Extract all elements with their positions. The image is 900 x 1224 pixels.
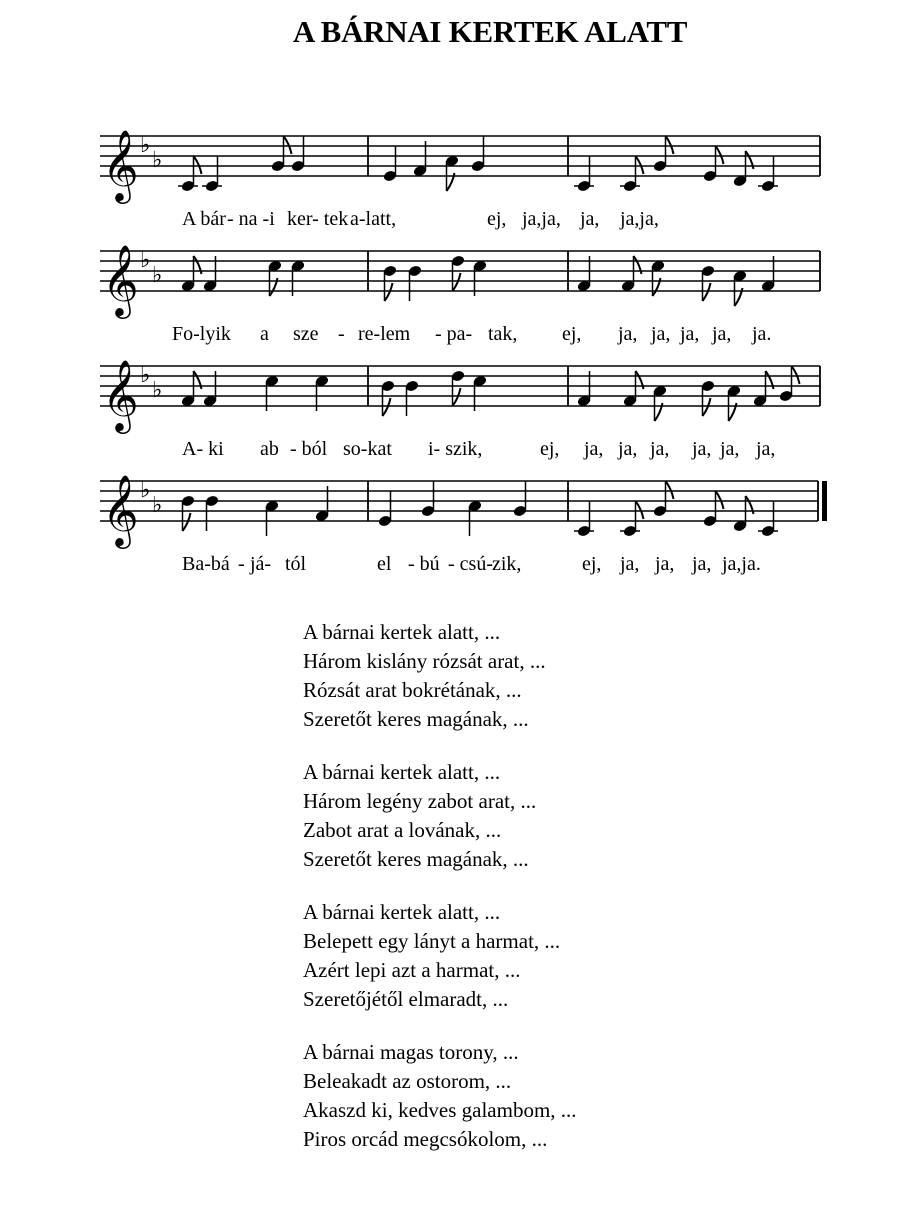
lyric-syllable: ja, <box>712 323 732 345</box>
lyric-syllable: - bú <box>408 553 440 575</box>
flat-icon: ♭ <box>152 148 163 173</box>
lyric-syllable: zik, <box>492 553 522 575</box>
lyrics-line <box>100 323 825 349</box>
note-flag <box>194 156 202 174</box>
lyric-syllable: ja, <box>618 323 638 345</box>
lyric-syllable: já- <box>250 553 272 575</box>
verse-line: A bárnai kertek alatt, ... <box>303 620 501 644</box>
staff <box>100 243 825 318</box>
verse-line: Szeretőt keres magának, ... <box>303 847 529 871</box>
treble-clef-icon: 𝄞 <box>102 473 139 546</box>
staff <box>100 358 825 433</box>
verse-1 <box>303 618 783 734</box>
lyric-syllable: ja, <box>620 553 640 575</box>
lyric-syllable: ja,ja. <box>722 553 761 575</box>
lyric-syllable: a <box>260 323 269 345</box>
verse-line: A bárnai magas torony, ... <box>303 1040 519 1064</box>
lyric-syllable: ej, <box>540 438 560 460</box>
verse-line: Akaszd ki, kedves galambom, ... <box>303 1098 577 1122</box>
lyric-syllable: A- ki <box>182 438 224 460</box>
music-system <box>100 243 825 353</box>
lyric-syllable: - csú- <box>448 553 493 575</box>
verse-4 <box>303 1038 783 1154</box>
note-flag <box>703 398 711 416</box>
verse-line: Rózsát arat bokrétának, ... <box>303 678 522 702</box>
verse-line: Három kislány rózsát arat, ... <box>303 649 546 673</box>
note-flag <box>453 273 461 291</box>
lyric-syllable: - <box>238 553 245 575</box>
verse-2 <box>303 758 783 874</box>
lyrics-line <box>100 438 825 464</box>
note-flag <box>666 481 674 499</box>
lyric-syllable: ja, <box>618 438 638 460</box>
lyric-syllable: i- szik, <box>428 438 483 460</box>
lyric-syllable: ja. <box>752 323 772 345</box>
lyric-syllable: Ba-bá <box>182 553 230 575</box>
lyric-syllable: ja, <box>692 553 712 575</box>
treble-clef-icon: 𝄞 <box>102 358 139 431</box>
note-flag <box>284 136 292 154</box>
note-flag <box>716 491 724 509</box>
note-flag <box>383 398 391 416</box>
note-flag <box>666 136 674 154</box>
note-flag <box>636 501 644 519</box>
flat-icon: ♭ <box>140 478 151 503</box>
note-flag <box>792 366 800 384</box>
verse-line: Azért lepi azt a harmat, ... <box>303 958 521 982</box>
lyric-syllable: ab <box>260 438 279 460</box>
lyric-syllable: ja, <box>756 438 776 460</box>
song-title: A BÁRNAI KERTEK ALATT <box>292 14 688 49</box>
flat-icon: ♭ <box>140 248 151 273</box>
lyric-syllable: A bár <box>182 208 226 230</box>
final-barline <box>822 481 827 521</box>
flat-icon: ♭ <box>140 133 151 158</box>
lyrics-line <box>100 553 825 579</box>
verse-line: A bárnai kertek alatt, ... <box>303 760 501 784</box>
verse-line: A bárnai kertek alatt, ... <box>303 900 501 924</box>
treble-clef-icon: 𝄞 <box>102 243 139 316</box>
verses <box>303 618 783 1178</box>
music-system <box>100 358 825 468</box>
lyric-syllable: a-latt, <box>350 208 397 230</box>
flat-icon: ♭ <box>140 363 151 388</box>
lyrics-line <box>100 208 825 234</box>
flat-icon: ♭ <box>152 263 163 288</box>
verse-line: Belepett egy lányt a harmat, ... <box>303 929 561 953</box>
flat-icon: ♭ <box>152 493 163 518</box>
treble-clef-icon: 𝄞 <box>102 128 139 201</box>
lyric-syllable: so-kat <box>343 438 392 460</box>
lyric-syllable: ja,ja, <box>620 208 659 230</box>
staff <box>100 128 825 203</box>
verse-line: Beleakadt az ostorom, ... <box>303 1069 512 1093</box>
lyric-syllable: ja, <box>692 438 712 460</box>
staff <box>100 473 825 548</box>
lyric-syllable: - ból <box>290 438 328 460</box>
note-flag <box>636 156 644 174</box>
note-flag <box>703 283 711 301</box>
lyric-syllable: ja, <box>720 438 740 460</box>
verse-line: Piros orcád megcsókolom, ... <box>303 1127 548 1151</box>
lyric-syllable: - na -i <box>227 208 275 230</box>
lyric-syllable: - <box>338 323 345 345</box>
lyric-syllable: ej, <box>487 208 507 230</box>
verse-line: Szeretőt keres magának, ... <box>303 707 529 731</box>
lyric-syllable: ja, <box>680 323 700 345</box>
lyric-syllable: tak, <box>488 323 518 345</box>
note-flag <box>385 283 393 301</box>
lyric-syllable: ej, <box>562 323 582 345</box>
lyric-syllable: re-lem <box>358 323 411 345</box>
lyric-syllable: Fo-lyik <box>172 323 231 345</box>
lyric-syllable: ej, <box>582 553 602 575</box>
note-flag <box>183 513 191 531</box>
lyric-syllable: ja,ja, <box>522 208 561 230</box>
lyric-syllable: sze <box>293 323 319 345</box>
lyric-syllable: ja, <box>580 208 600 230</box>
verse-line: Három legény zabot arat, ... <box>303 789 537 813</box>
lyric-syllable: el <box>377 553 392 575</box>
lyric-syllable: tól <box>285 553 307 575</box>
verse-3 <box>303 898 783 1014</box>
lyric-syllable: ja, <box>584 438 604 460</box>
verse-line: Zabot arat a lovának, ... <box>303 818 502 842</box>
flat-icon: ♭ <box>152 378 163 403</box>
verse-line: Szeretőjétől elmaradt, ... <box>303 987 509 1011</box>
music-system <box>100 473 825 583</box>
music-system <box>100 128 825 238</box>
lyric-syllable: ja, <box>651 323 671 345</box>
lyric-syllable: - pa- <box>435 323 473 345</box>
lyric-syllable: ker- tek <box>287 208 349 230</box>
note-flag <box>453 388 461 406</box>
lyric-syllable: ja, <box>655 553 675 575</box>
note-flag <box>716 146 724 164</box>
lyric-syllable: ja, <box>650 438 670 460</box>
